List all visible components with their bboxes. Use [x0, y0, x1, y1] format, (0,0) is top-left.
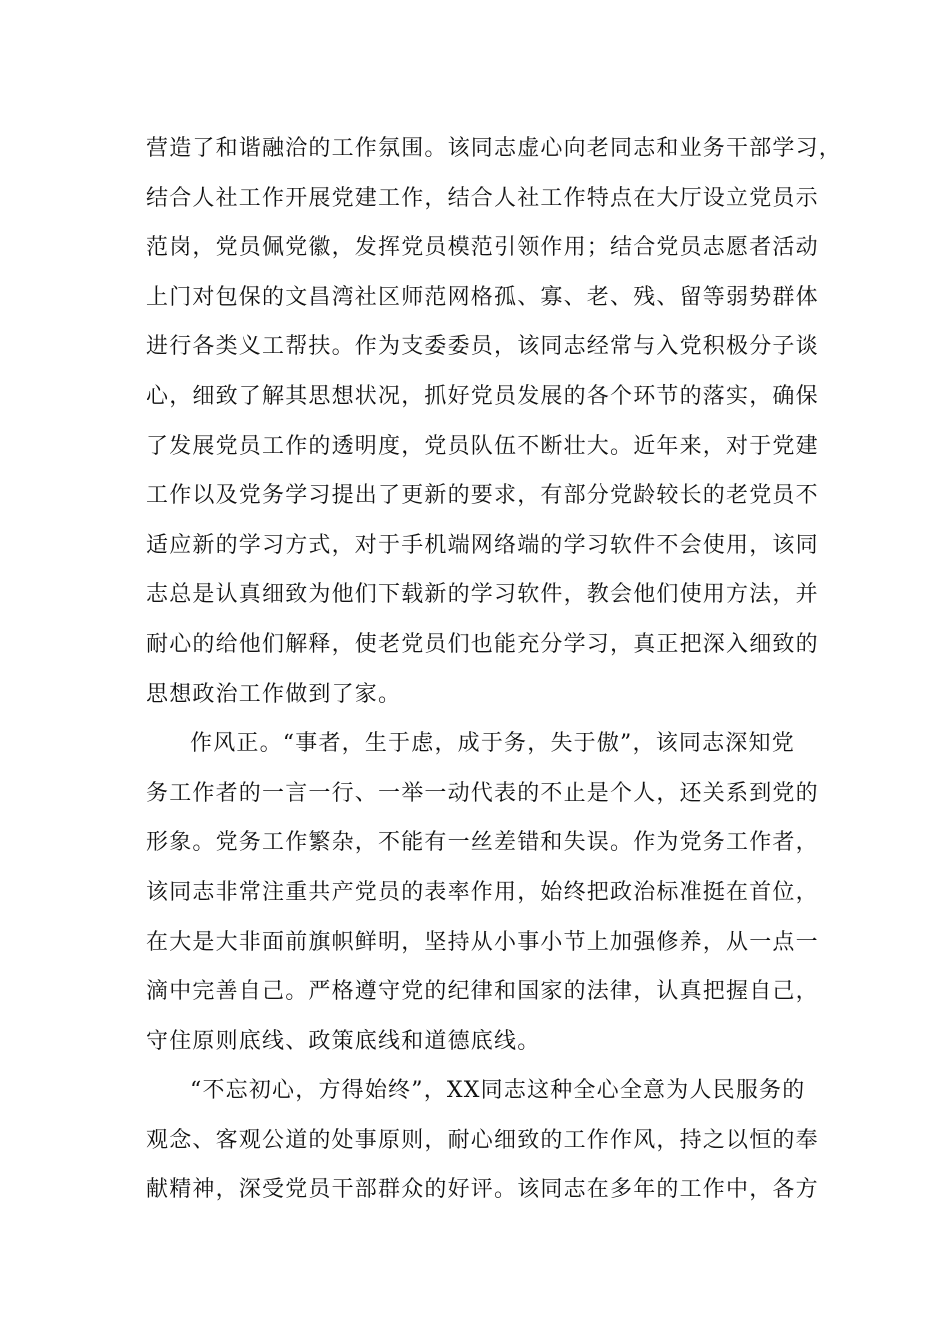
- text-line: 耐心的给他们解释，使老党员们也能充分学习，真正把深入细致的: [146, 631, 819, 657]
- text-line: 形象。党务工作繁杂，不能有一丝差错和失误。作为党务工作者，: [146, 830, 819, 856]
- text-line: 守住原则底线、政策底线和道德底线。: [146, 1028, 541, 1054]
- text-line: “不忘初心，方得始终”，XX同志这种全心全意为人民服务的: [190, 1078, 806, 1104]
- text-line: 工作以及党务学习提出了更新的要求，有部分党龄较长的老党员不: [146, 483, 819, 509]
- text-line: 适应新的学习方式，对于手机端网络端的学习软件不会使用，该同: [146, 532, 819, 558]
- text-line: 作风正。“事者，生于虑，成于务，失于傲”，该同志深知党: [190, 731, 795, 757]
- document-body: [146, 124, 843, 1215]
- text-line: 滴中完善自己。严格遵守党的纪律和国家的法律，认真把握自己，: [146, 979, 819, 1005]
- paragraph: [146, 124, 843, 719]
- text-line: 思想政治工作做到了家。: [146, 681, 402, 707]
- paragraph: [146, 1066, 819, 1215]
- text-line: 范岗，党员佩党徽，发挥党员模范引领作用；结合党员志愿者活动: [146, 235, 819, 261]
- text-line: 献精神，深受党员干部群众的好评。该同志在多年的工作中，各方: [146, 1177, 819, 1203]
- text-line: 观念、客观公道的处事原则，耐心细致的工作作风，持之以恒的奉: [146, 1127, 819, 1153]
- text-line: 在大是大非面前旗帜鲜明，坚持从小事小节上加强修养，从一点一: [146, 929, 819, 955]
- text-line: 结合人社工作开展党建工作，结合人社工作特点在大厅设立党员示: [146, 185, 819, 211]
- text-line: 心，细致了解其思想状况，抓好党员发展的各个环节的落实，确保: [146, 383, 819, 409]
- text-line: 营造了和谐融洽的工作氛围。该同志虚心向老同志和业务干部学习，: [146, 136, 843, 161]
- text-line: 务工作者的一言一行、一举一动代表的不止是个人，还关系到党的: [146, 780, 819, 806]
- paragraph: [146, 719, 819, 1066]
- text-line: 该同志非常注重共产党员的表率作用，始终把政治标准挺在首位，: [146, 879, 819, 905]
- text-line: 志总是认真细致为他们下载新的学习软件，教会他们使用方法，并: [146, 582, 819, 608]
- text-line: 了发展党员工作的透明度，党员队伍不断壮大。近年来，对于党建: [146, 433, 819, 459]
- text-line: 进行各类义工帮扶。作为支委委员，该同志经常与入党积极分子谈: [146, 334, 819, 360]
- text-line: 上门对包保的文昌湾社区师范网格孤、寡、老、残、留等弱势群体: [146, 284, 819, 310]
